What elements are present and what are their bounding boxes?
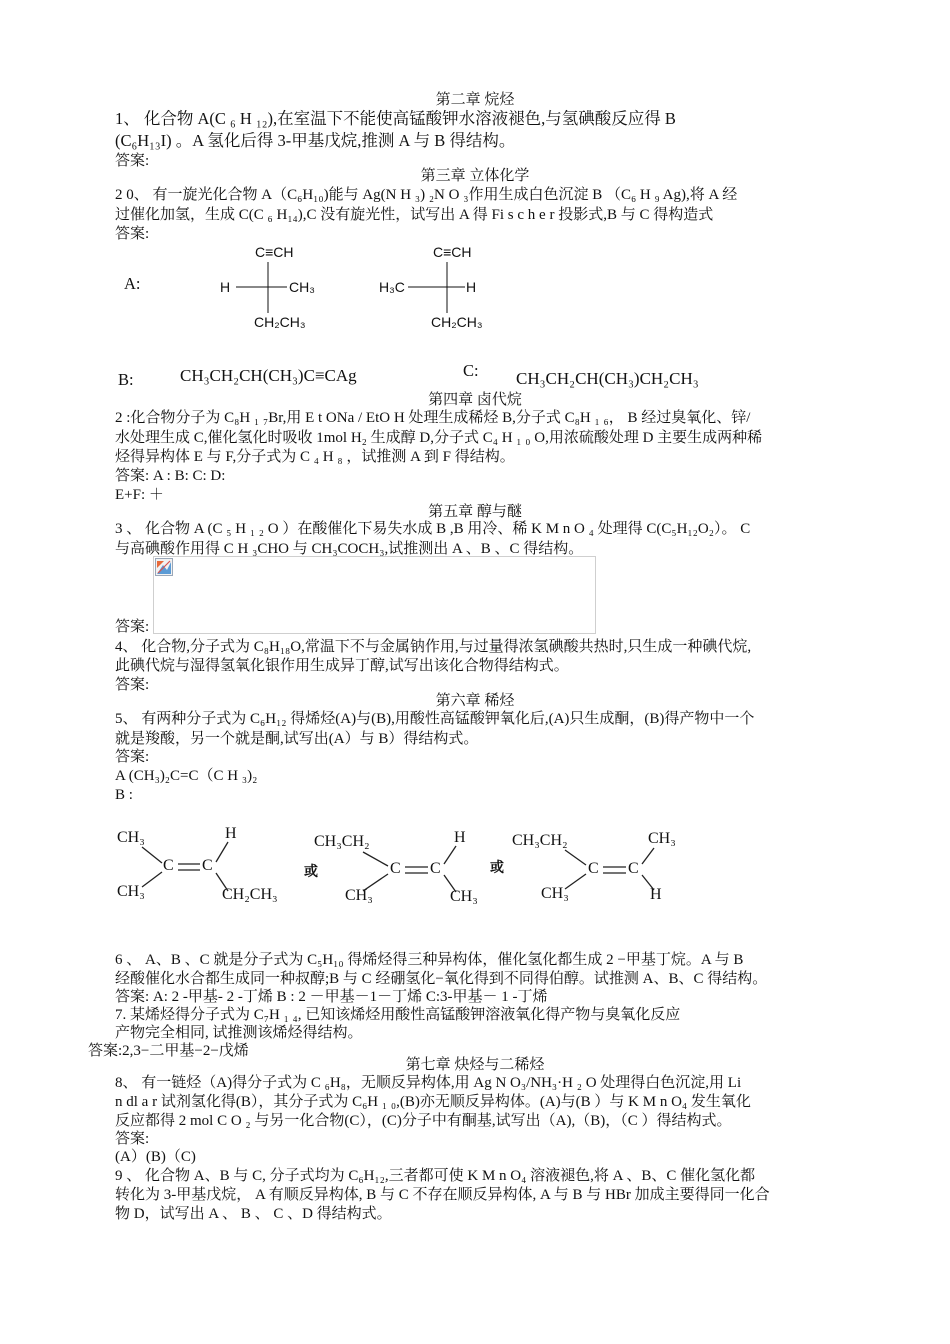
s2-carbon-left: C (390, 860, 401, 877)
q2-line1: 2 :化合物分子为 C₈H ₁ ₇Br,用 E t ONa / EtO H 处理生成稀烃 B,分子式 C₈H ₁ ₆， B 经过臭氧化、锌/ (115, 410, 751, 426)
q8-line1: 8、 有一链烃（A)得分子式为 C ₆H₈，无顺反异构体,用 Ag N O₃/NH₃·H ₂ O 处理得白色沉淀,用 Li (115, 1075, 742, 1091)
s1-bottom-left: CH₃ (117, 883, 145, 900)
q6-line2: 经酸催化水合都生成同一种叔醇;B 与 C 经硼氢化−氧化得到不同得伯醇。试推测 A、B、C 得结构。 (115, 971, 768, 987)
s2-top-left: CH₃CH₂ (314, 833, 370, 850)
fischer-1-right: CH₃ (289, 279, 315, 295)
fischer-2-bottom: CH₂CH₃ (431, 314, 483, 330)
s1-top-right: H (225, 825, 237, 842)
q1-answer: 答案: (115, 153, 150, 169)
s3-top-left: CH₃CH₂ (512, 832, 568, 849)
s3-bottom-left: CH₃ (541, 885, 569, 902)
q20-line2: 过催化加氢，生成 C(C ₆ H₁₄),C 没有旋光性，试写出 A 得 Fi s c h e r 投影式,B 与 C 得构造式 (115, 207, 714, 223)
q6-answer: 答案: A: 2 -甲基- 2 -丁烯 B : 2 －甲基－1－丁烯 C:3-甲基－ 1 -丁烯 (115, 989, 548, 1005)
s1-carbon-right: C (202, 857, 213, 874)
chapter-5-title: 第五章 醇与醚 (428, 504, 522, 520)
q3-line1: 3 、 化合物 A (C ₅ H ₁ ₂ O ）在酸催化下易失水成 B ,B 用冷、稀 K M n O ₄ 处理得 C(C₅H₁₂O₂）。 C (115, 521, 751, 537)
s3-bottom-right: H (650, 886, 662, 903)
q5-answer-b: B : (115, 787, 133, 803)
q5-line1: 5、 有两种分子式为 C₆H₁₂ 得烯烃(A)与(B),用酸性高锰酸钾氧化后,(A)只生成酮，(B)得产物中一个 (115, 711, 755, 727)
q9-line2: 转化为 3-甲基戊烷， A 有顺反异构体, B 与 C 不存在顺反异构体, A 与 B 与 HBr 加成主要得同一化合 (115, 1187, 770, 1203)
fischer-2-right: H (466, 279, 477, 295)
q2-ef: E+F: ＋ (115, 487, 164, 503)
chapter-4-title: 第四章 卤代烷 (428, 392, 522, 408)
q6-line1: 6 、 A、B 、C 就是分子式为 C₅H₁₀ 得烯烃得三种异构体，催化氢化都生成 2 −甲基丁烷。A 与 B (115, 952, 744, 968)
s1-bottom-right: CH₂CH₃ (222, 886, 278, 903)
q2-line3: 烃得异构体 E 与 F,分子式为 C ₄ H ₈ ，试推测 A 到 F 得结构。 (115, 449, 515, 465)
q8-abc: (A）(B)（C) (115, 1149, 196, 1165)
answer-c-formula: CH₃CH₂CH(CH₃)CH₂CH₃ (516, 369, 699, 388)
fischer-2-left: H₃C (379, 279, 405, 295)
s2-carbon-right: C (430, 860, 441, 877)
s2-bottom-left: CH₃ (345, 887, 373, 904)
fischer-2-top: C≡CH (433, 244, 472, 260)
s1-top-left: CH₃ (117, 829, 145, 846)
answer-c-label: C: (463, 361, 479, 380)
fischer-1-bottom: CH₂CH₃ (254, 314, 306, 330)
or-text-2: 或 (490, 860, 504, 876)
q7-line1: 7. 某烯烃得分子式为 C₇H ₁ ₄, 已知该烯烃用酸性高锰酸钾溶液氧化得产物与臭氧化反应 (115, 1007, 681, 1023)
q5-line2: 就是羧酸，另一个就是酮,试写出(A）与 B）得结构式。 (115, 731, 479, 747)
chapter-3-title: 第三章 立体化学 (420, 168, 530, 184)
fischer-1-left: H (220, 279, 231, 295)
q2-answer: 答案: A : B: C: D: (115, 468, 226, 484)
q4-line1: 4、 化合物,分子式为 C₈H₁₈O,常温下不与金属钠作用,与过量得浓氢碘酸共热时,只生成一种碘代烷, (115, 639, 752, 655)
q20-line1: 2 0、 有一旋光化合物 A（C₆H₁₀)能与 Ag(N H ₃) ₂N O ₃作用生成白色沉淀 B （C₆ H ₉ Ag),将 A 经 (115, 187, 738, 203)
s1-carbon-left: C (163, 857, 174, 874)
q1-line2: (C₆H₁₃I) 。A 氢化后得 3-甲基戊烷,推测 A 与 B 得结构。 (115, 131, 516, 150)
or-text-1: 或 (304, 864, 318, 880)
q8-line2: n dl a r 试剂氢化得(B），其分子式为 C₆H ₁ ₀,(B)亦无顺反异构体。(A)与(B ）与 K M n O₄ 发生氧化 (115, 1094, 751, 1110)
q3-line2: 与高碘酸作用得 C H ₃CHO 与 CH₃COCH₃,试推测出 A 、B 、C 得结构。 (115, 541, 584, 557)
chapter-6-title: 第六章 稀烃 (435, 693, 515, 709)
q20-answer: 答案: (115, 226, 150, 242)
q9-line1: 9 、 化合物 A、B 与 C, 分子式均为 C₆H₁₂,三者都可使 K M n O₄ 溶液褪色,将 A 、B、C 催化氢化都 (115, 1168, 756, 1184)
q1-line1: 1、 化合物 A(C ₆ H ₁₂),在室温下不能使高锰酸钾水溶液褪色,与氢碘酸反应得 B (115, 109, 676, 128)
answer-a-label: A: (124, 274, 141, 293)
answer-b-label: B: (118, 370, 134, 389)
s3-carbon-right: C (628, 860, 639, 877)
s2-bottom-right: CH₃ (450, 888, 478, 905)
q5-answer: 答案: (115, 749, 150, 765)
fischer-1-top: C≡CH (255, 244, 294, 260)
q8-line3: 反应都得 2 mol C O ₂ 与另一化合物(C），(C)分子中有酮基,试写出（A),（B)，（C ）得结构式。 (115, 1113, 732, 1129)
q2-line2: 水处理生成 C,催化氢化时吸收 1mol H₂ 生成醇 D,分子式 C₄ H ₁ ₀ O,用浓硫酸处理 D 主要生成两种稀 (115, 430, 763, 446)
q7-line2: 产物完全相同, 试推测该烯烃得结构。 (115, 1025, 363, 1041)
q5-answer-a: A (CH₃)₂C=C（C H ₃)₂ (115, 768, 258, 784)
answer-b-formula: CH₃CH₂CH(CH₃)C≡CAg (180, 366, 357, 385)
q3-answer: 答案: (115, 619, 150, 635)
q4-answer: 答案: (115, 677, 150, 693)
s3-top-right: CH₃ (648, 830, 676, 847)
q4-line2: 此碘代烷与湿得氢氧化银作用生成异丁醇,试写出该化合物得结构式。 (115, 658, 569, 674)
s3-carbon-left: C (588, 860, 599, 877)
q7-answer: 答案:2,3−二甲基−2−戊烯 (88, 1043, 249, 1059)
chapter-7-title: 第七章 炔烃与二稀烃 (405, 1057, 545, 1073)
chapter-2-title: 第二章 烷烃 (435, 92, 515, 108)
q9-line3: 物 D，试写出 A 、 B 、 C 、D 得结构式。 (115, 1206, 392, 1222)
s2-top-right: H (454, 829, 466, 846)
q8-answer: 答案: (115, 1131, 150, 1147)
